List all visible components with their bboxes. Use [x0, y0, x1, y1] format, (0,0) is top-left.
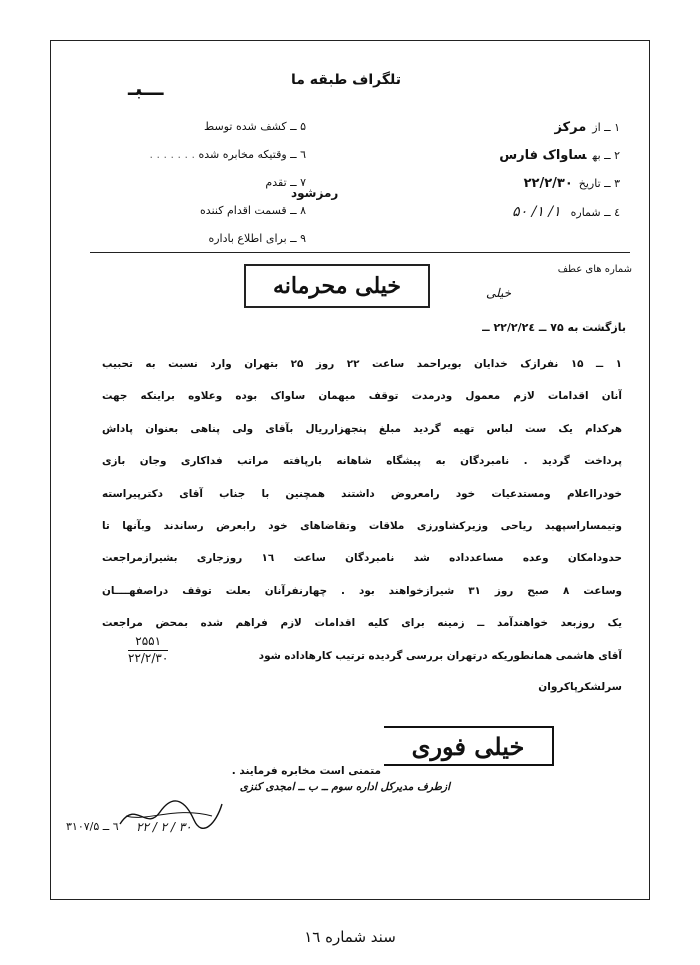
- body-line: آقای هاشمی همانطوریکه درتهران بررسی گردیده ترتیب کارهاداده شود: [258, 649, 622, 662]
- blank-dots: . . . . . . .: [149, 148, 195, 161]
- sender-name: سرلشکرپاکروان: [538, 681, 622, 693]
- handwritten-scribble: خیلی: [486, 286, 512, 300]
- title-mark: ـــبـ: [128, 76, 164, 100]
- top-secret-stamp: خیلی محرمانه: [244, 264, 430, 308]
- encode-note: رمزشود: [291, 186, 339, 200]
- document-reference: ۳٦ ــ ۱۰۷/۵: [66, 820, 119, 833]
- margin-date: ۲۲/۲/۳۰: [128, 651, 169, 665]
- very-urgent-stamp: خیلی فوری: [384, 726, 554, 766]
- body-line: هرکدام یک ست لباس تهیه گردید مبلغ پنجهزارریال بآقای ولی پناهی بعنوان پاداش: [102, 422, 622, 435]
- body-line: حدودامکان وعده مساعدداده شد نامبردگان ساعت ١٦ روزجاری بشیرازمراجعت: [102, 552, 622, 565]
- body-line: یک روزبعد خواهندآمد ــ زمینه برای کلیه اقدامات لازم فراهم شده بمحض مراجعت: [102, 617, 622, 630]
- reference-numbers-label: شماره های عطف: [557, 264, 632, 275]
- header-priority: ۷ ــ تقدم: [265, 176, 306, 189]
- document-caption: سند شماره ١٦: [304, 928, 396, 946]
- handwritten-date: ۳۰ / ۲ / ۲۲: [136, 820, 192, 834]
- header-to: ۲ ــ بهساواک فارس: [499, 148, 620, 163]
- header-sent-when: ٦ ــ وقتیکه مخابره شده . . . . . . .: [149, 148, 306, 161]
- header-decoded-by: ۵ ــ کشف شده توسط: [204, 120, 306, 133]
- header-number: ٤ ــ شماره۱/ ۱/ ۵۰: [512, 204, 620, 220]
- body-line: آنان اقدامات لازم معمول ودرمدت توقف میهمان ساواک بوده وعلاوه براینکه جهت: [102, 390, 622, 403]
- header-for-info: ۹ ــ برای اطلاع باداره: [208, 232, 306, 245]
- body-line: خودرااعلام ومستدعیات خود رامعروض داشتند همچنین با جناب آقای دکترپیراسته: [102, 487, 622, 500]
- telegram-document: [66, 58, 636, 848]
- body-line: ۱ ــ ۱۵ نفرازک خدایان بویراحمد ساعت ۲۲ روز ۲۵ بتهران وارد نسبت به تحبیب: [102, 358, 622, 370]
- signature-line: ازطرف مدیرکل اداره سوم ــ ب ــ امجدی کنزی: [239, 781, 450, 793]
- body-line: وساعت ۸ صبح روز ۳۱ شیرازخواهند بود . چهارنفرآنان بعلت توقف دراصفهــــان: [102, 584, 622, 597]
- margin-number-block: [128, 634, 168, 666]
- reference-line: بازگشت به ۷۵ ــ ۲۲/۲/۲٤ ــ: [482, 321, 626, 334]
- header-action-dept: ۸ ــ قسمت اقدام کننده: [200, 204, 306, 217]
- header-divider: [90, 252, 630, 253]
- margin-number: ۲۵۵۱: [128, 634, 168, 651]
- body-line: پرداخت گردید . نامبردگان به پیشگاه شاهانه بارپافته مراتب فداکاری وجان بازی: [102, 455, 622, 468]
- document-title: تلگراف طبقه ما: [290, 72, 402, 88]
- header-date: ۳ ــ تاریخ۲۲/۲/۳۰: [523, 176, 620, 191]
- body-line: وتیمساراسپهبد ریاحی وزیرکشاورزی ملاقات وتقاضاهای خود رابعرض رساندند وبآنها تا: [102, 520, 622, 533]
- header-from: ۱ ــ ازمرکز: [554, 120, 620, 135]
- telegram-body: [102, 348, 622, 672]
- closing-line: متمنی است مخابره فرمایند .: [231, 765, 381, 777]
